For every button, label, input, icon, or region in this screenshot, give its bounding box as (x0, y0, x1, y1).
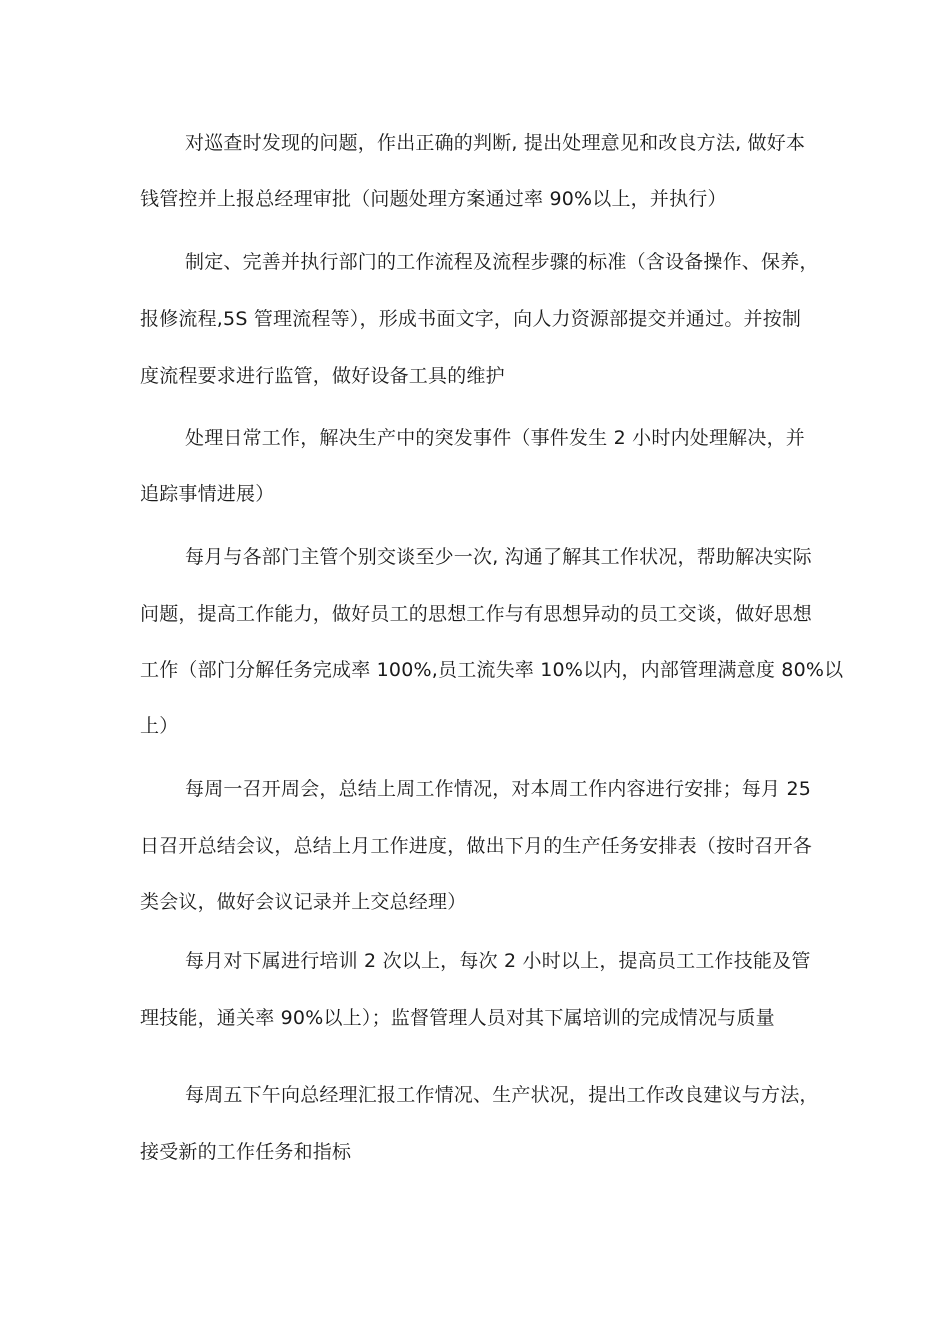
paragraph-4-line-1: 每月与各部门主管个别交谈至少一次, 沟通了解其工作状况，帮助解决实际 (185, 546, 812, 568)
paragraph-1-line-1: 对巡查时发现的问题，作出正确的判断, 提出处理意见和改良方法, 做好本 (185, 132, 806, 154)
paragraph-4-line-2: 问题，提高工作能力，做好员工的思想工作与有思想异动的员工交谈，做好思想 (140, 603, 813, 625)
paragraph-2-line-2: 报修流程,5S 管理流程等），形成书面文字，向人力资源部提交并通过。并按制 (140, 308, 802, 330)
paragraph-4-line-3: 工作（部门分解任务完成率 100%,员工流失率 10%以内，内部管理满意度 80%以 (140, 659, 844, 681)
paragraph-3-line-2: 追踪事情进展） (140, 483, 275, 505)
paragraph-4-line-4: 上） (140, 715, 179, 737)
paragraph-7-line-1: 每周五下午向总经理汇报工作情况、生产状况，提出工作改良建议与方法， (185, 1084, 819, 1106)
paragraph-1-line-2: 钱管控并上报总经理审批（问题处理方案通过率 90%以上，并执行） (140, 188, 727, 210)
paragraph-2-line-3: 度流程要求进行监管，做好设备工具的维护 (140, 365, 505, 387)
paragraph-3-line-1: 处理日常工作，解决生产中的突发事件（事件发生 2 小时内处理解决，并 (185, 427, 805, 449)
paragraph-5-line-1: 每周一召开周会，总结上周工作情况，对本周工作内容进行安排；每月 25 (185, 778, 812, 800)
paragraph-6-line-1: 每月对下属进行培训 2 次以上，每次 2 小时以上，提高员工工作技能及管 (185, 950, 811, 972)
paragraph-5-line-3: 类会议，做好会议记录并上交总经理） (140, 891, 467, 913)
paragraph-6-line-2: 理技能，通关率 90%以上）；监督管理人员对其下属培训的完成情况与质量 (140, 1007, 775, 1029)
paragraph-5-line-2: 日召开总结会议，总结上月工作进度，做出下月的生产任务安排表（按时召开各 (140, 835, 813, 857)
paragraph-2-line-1: 制定、完善并执行部门的工作流程及流程步骤的标准（含设备操作、保养， (185, 251, 819, 273)
paragraph-7-line-2: 接受新的工作任务和指标 (140, 1141, 352, 1163)
